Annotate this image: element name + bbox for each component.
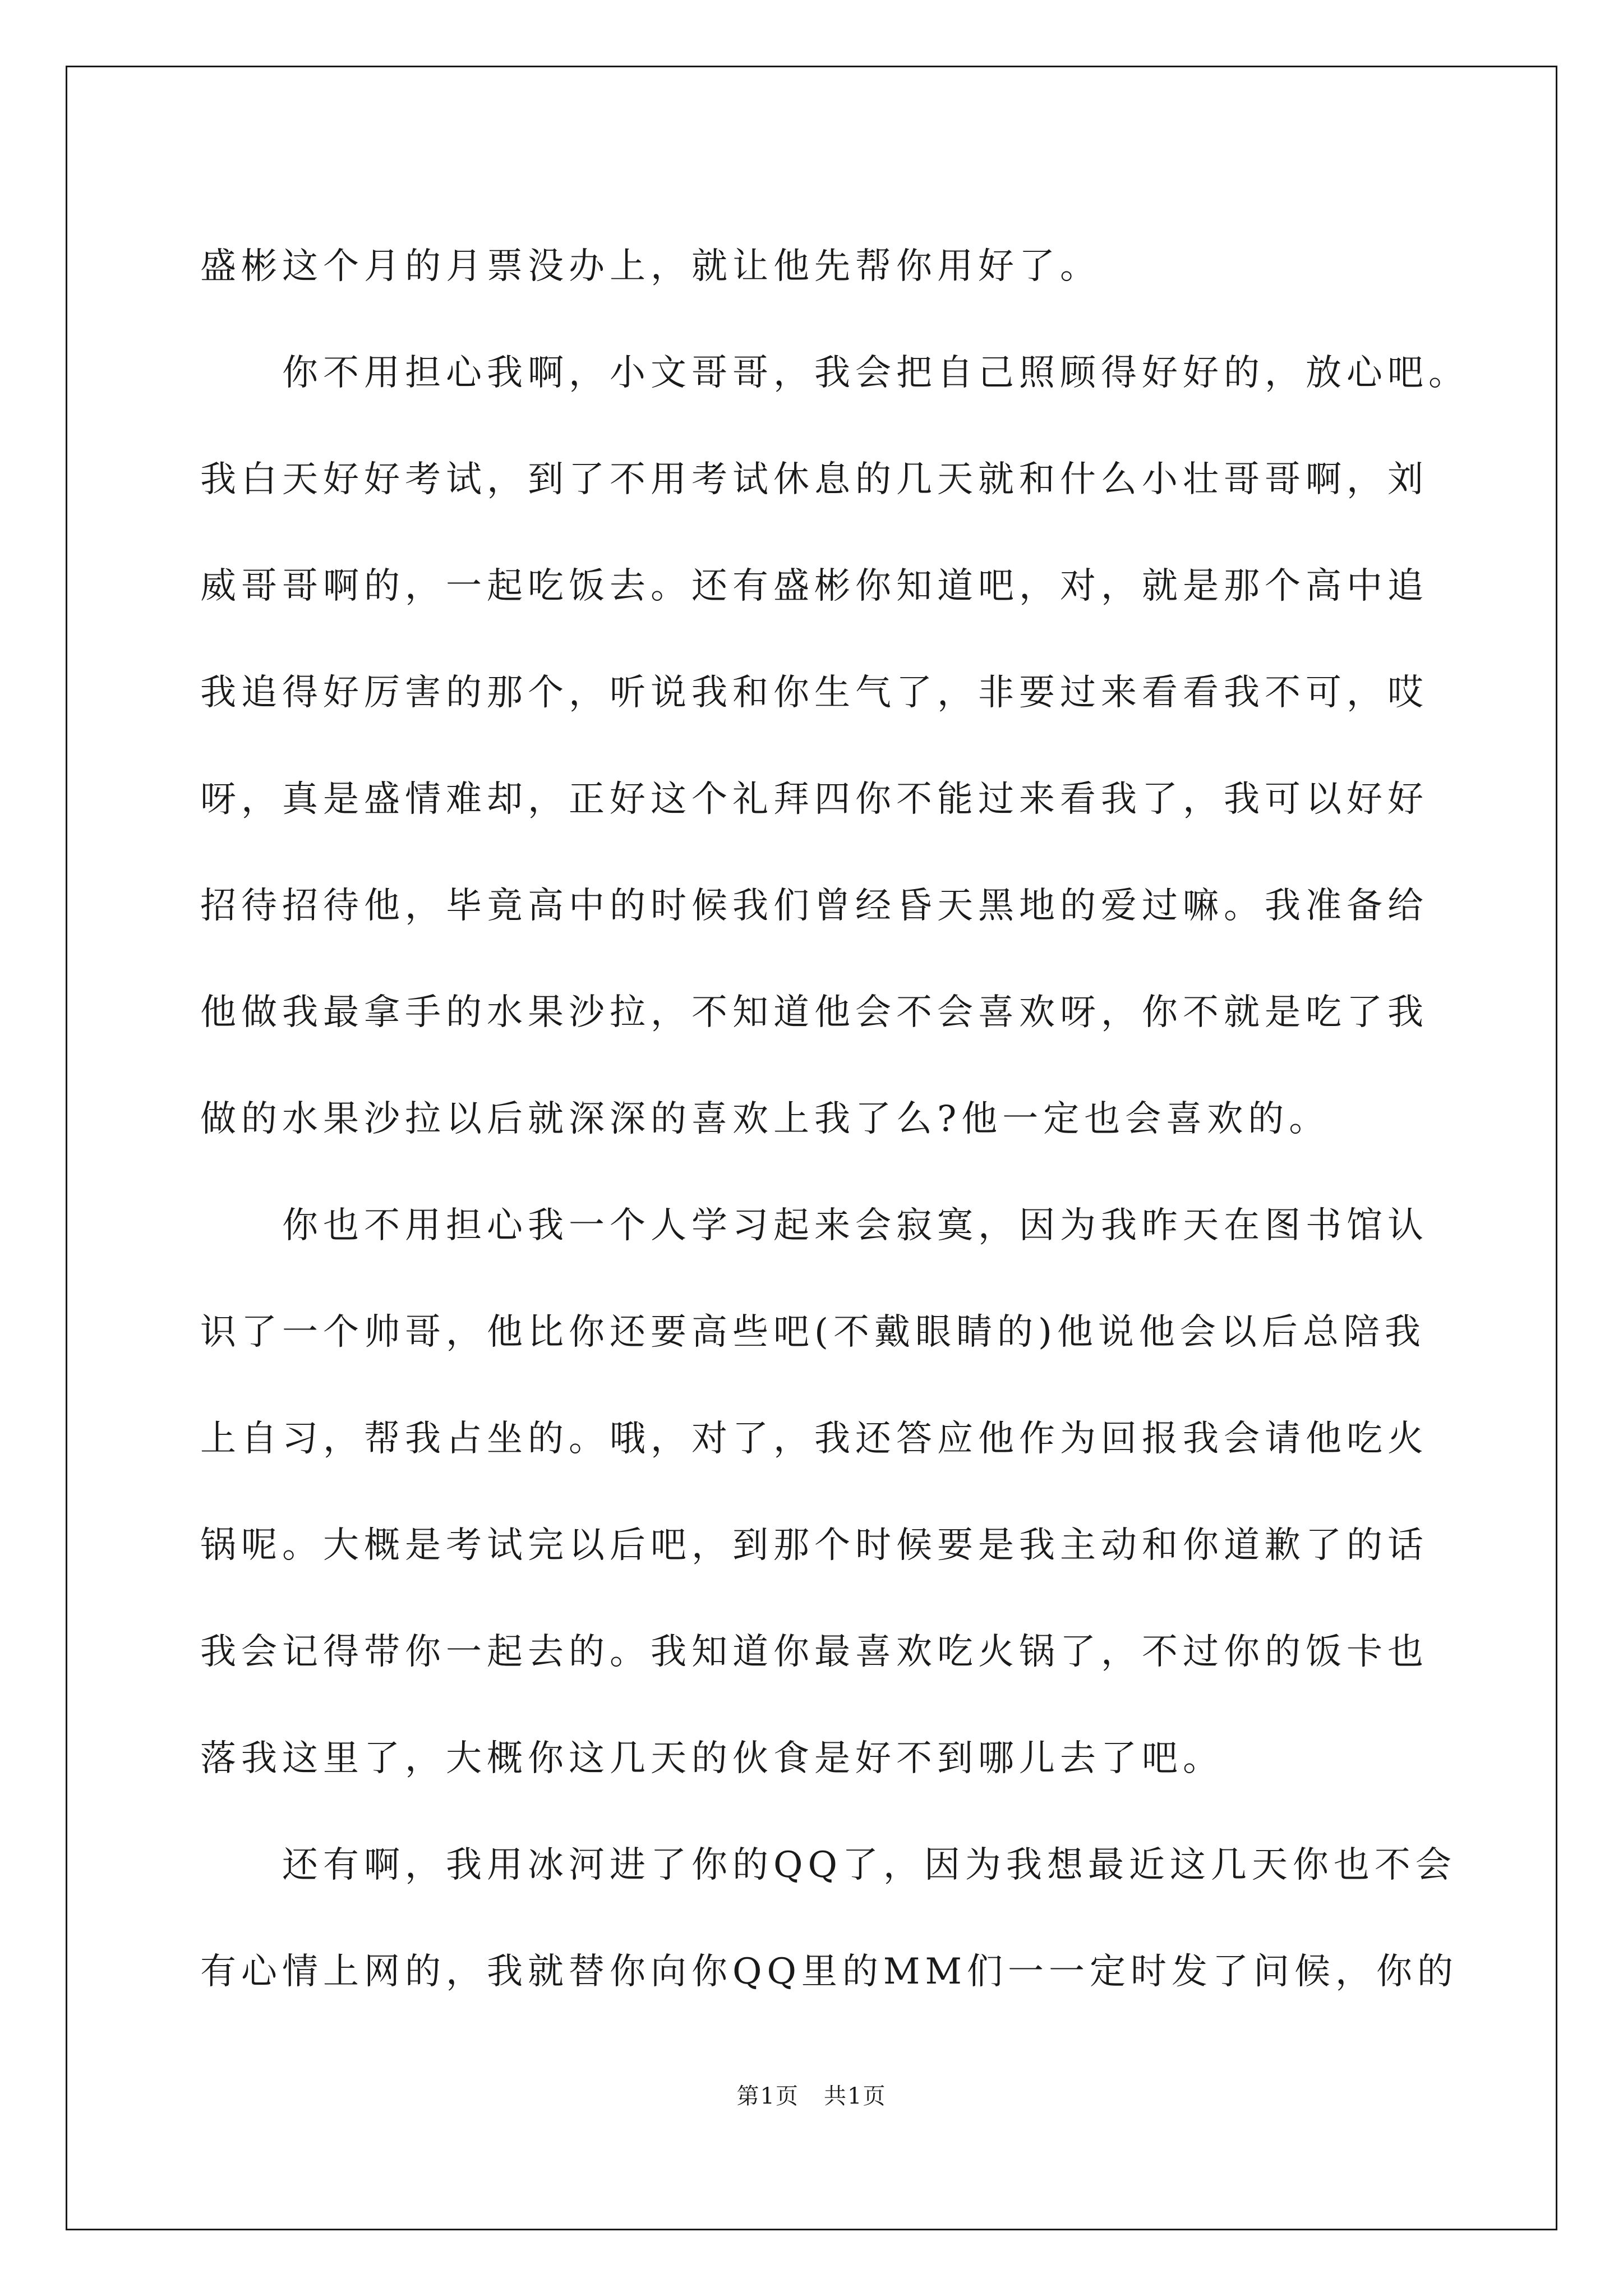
text-line: 上自习，帮我占坐的。哦，对了，我还答应他作为回报我会请他吃火 [200,1418,1428,1460]
text-line: 锅呢。大概是考试完以后吧，到那个时候要是我主动和你道歉了的话 [200,1525,1428,1566]
page-total: 共1页 [824,2083,887,2109]
text-line: 还有啊，我用冰河进了你的QQ了，因为我想最近这几天你也不会 [282,1844,1456,1886]
text-line: 你不用担心我啊，小文哥哥，我会把自己照顾得好好的，放心吧。 [282,352,1469,394]
document-body [200,213,1469,2025]
text-line: 呀，真是盛情难却，正好这个礼拜四你不能过来看我了，我可以好好 [200,779,1428,820]
text-line: 我会记得带你一起去的。我知道你最喜欢吃火锅了，不过你的饭卡也 [200,1631,1428,1673]
text-line: 落我这里了，大概你这几天的伙食是好不到哪儿去了吧。 [200,1738,1224,1779]
text-line: 盛彬这个月的月票没办上，就让他先帮你用好了。 [200,246,1101,287]
text-line: 我白天好好考试，到了不用考试休息的几天就和什么小壮哥哥啊，刘 [200,459,1428,500]
text-line: 识了一个帅哥，他比你还要高些吧(不戴眼睛的)他说他会以后总陪我 [200,1312,1426,1353]
text-line: 招待招待他，毕竟高中的时候我们曾经昏天黑地的爱过嘛。我准备给 [200,885,1428,927]
page-number: 第1页 [736,2083,799,2109]
page-footer [0,2078,1623,2110]
text-line: 他做我最拿手的水果沙拉，不知道他会不会喜欢呀，你不就是吃了我 [200,992,1428,1033]
text-line: 威哥哥啊的，一起吃饭去。还有盛彬你知道吧，对，就是那个高中追 [200,565,1428,607]
text-line: 有心情上网的，我就替你向你QQ里的MM们一一定时发了问候，你的 [200,1951,1458,1993]
text-line: 做的水果沙拉以后就深深的喜欢上我了么?他一定也会喜欢的。 [200,1098,1330,1140]
text-line: 我追得好厉害的那个，听说我和你生气了，非要过来看看我不可，哎 [200,672,1428,714]
text-line: 你也不用担心我一个人学习起来会寂寞，因为我昨天在图书馆认 [282,1205,1428,1246]
